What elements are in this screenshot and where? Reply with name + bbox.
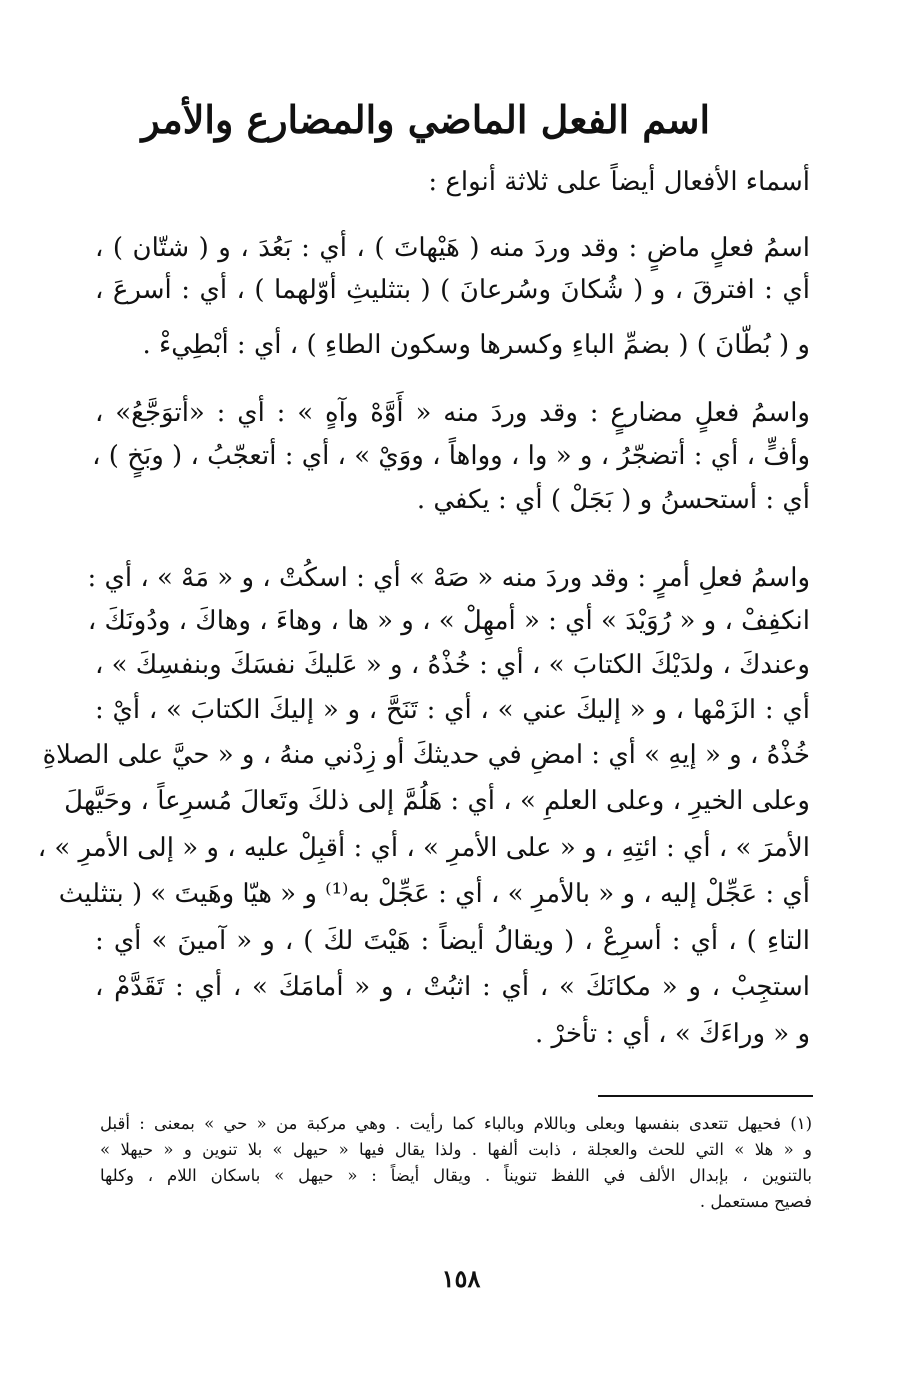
present-paragraph-line: أي : أستحسنُ و ( بَجَلْ ) أي : يكفي . xyxy=(416,485,810,515)
imperative-paragraph-line: استجِبْ ، و « مكانَكَ » ، أي : اثبُتْ ، و « أمامَكَ » ، أي : تَقَدَّمْ ، xyxy=(95,972,810,1002)
imperative-paragraph-line: وعلى الخيرِ ، وعلى العلمِ » ، أي : هَلُمَّ إلى ذلكَ وتَعالَ مُسرِعاً ، وحَيَّهلَ xyxy=(64,786,810,816)
imperative-paragraph-line: خُذْهُ ، و « إيهِ » أي : امضِ في حديثكَ أو زِدْني منهُ ، و « حيَّ على الصلاةِ xyxy=(42,740,810,770)
imperative-paragraph-line: واسمُ فعلِ أمرٍ : وقد وردَ منه « صَهْ » أي : اسكُتْ ، و « مَهْ » ، أي : xyxy=(87,563,810,593)
intro-line: أسماء الأفعال أيضاً على ثلاثة أنواع : xyxy=(428,167,810,197)
imperative-paragraph-line: أي : الزَمْها ، و « إليكَ عني » ، أي : تَنَحَّ ، و « إليكَ الكتابَ » ، أيْ : xyxy=(95,695,810,725)
imperative-paragraph-line: أي : عَجِّلْ إليه ، و « بالأمرِ » ، أي : عَجِّلْ به⁽¹⁾ و « هيّا وهَيتَ » ( بتثليث xyxy=(58,879,810,909)
past-paragraph-line: أي : افترقَ ، و ( شُكانَ وسُرعانَ ) ( بتثليثِ أوّلهما ) ، أي : أسرعَ ، xyxy=(95,275,810,305)
imperative-paragraph-line: و « وراءَكَ » ، أي : تأخرْ . xyxy=(534,1019,810,1049)
past-paragraph-line: اسمُ فعلٍ ماضٍ : وقد وردَ منه ( هَيْهاتَ ) ، أي : بَعُدَ ، و ( شتّان ) ، xyxy=(95,233,810,263)
footnote-line: بالتنوين ، بإبدال الألف في اللفظ تنويناً . ويقال أيضاً : « حيهل » باسكان اللام ، وكلها xyxy=(100,1166,812,1185)
footnote-line: فصيح مستعمل . xyxy=(699,1192,812,1211)
past-paragraph-line: و ( بُطّانَ ) ( بضمِّ الباءِ وكسرها وسكون الطاءِ ) ، أي : أبْطِيءْ . xyxy=(142,330,810,360)
footnote-line: (١) فحيهل تتعدى بنفسها وبعلى وباللام وبالباء كما رأيت . وهي مركبة من « حي » بمعنى : أقبل xyxy=(100,1114,812,1133)
imperative-paragraph-line: الأمرَ » ، أي : ائتِهِ ، و « على الأمرِ » ، أي : أقبِلْ عليه ، و « إلى الأمرِ » ، xyxy=(37,833,810,863)
imperative-paragraph-line: وعندكَ ، ولدَيْكَ الكتابَ » ، أي : خُذْهُ ، و « عَليكَ نفسَكَ وبنفسِكَ » ، xyxy=(94,650,810,680)
present-paragraph-line: واسمُ فعلٍ مضارعٍ : وقد وردَ منه « أَوَّهْ وآهٍ » : أي : «أتوَجَّعُ» ، xyxy=(95,398,810,428)
footnote-separator xyxy=(598,1095,813,1097)
page-number: ١٥٨ xyxy=(441,1264,481,1293)
imperative-paragraph-line: التاءِ ) ، أي : أسرِعْ ، ( ويقالُ أيضاً : هَيْتَ لكَ ) ، و « آمينَ » أي : xyxy=(95,926,810,956)
imperative-paragraph-line: انكفِفْ ، و « رُوَيْدَ » أي : « أمهِلْ » ، و « ها ، وهاءَ ، وهاكَ ، ودُونَكَ ، xyxy=(87,606,810,636)
present-paragraph-line: وأفٍّ ، أي : أتضجّرُ ، و « وا ، وواهاً ، ووَيْ » ، أي : أتعجّبُ ، ( وبَخٍ ) ، xyxy=(92,441,810,471)
page-title: اسم الفعل الماضي والمضارع والأمر xyxy=(141,97,710,142)
footnote-line: و « هلا » التي للحث والعجلة ، ذابت ألفها . ولذا يقال فيها « حيهل » بلا تنوين و « حيهلا » xyxy=(100,1140,812,1159)
